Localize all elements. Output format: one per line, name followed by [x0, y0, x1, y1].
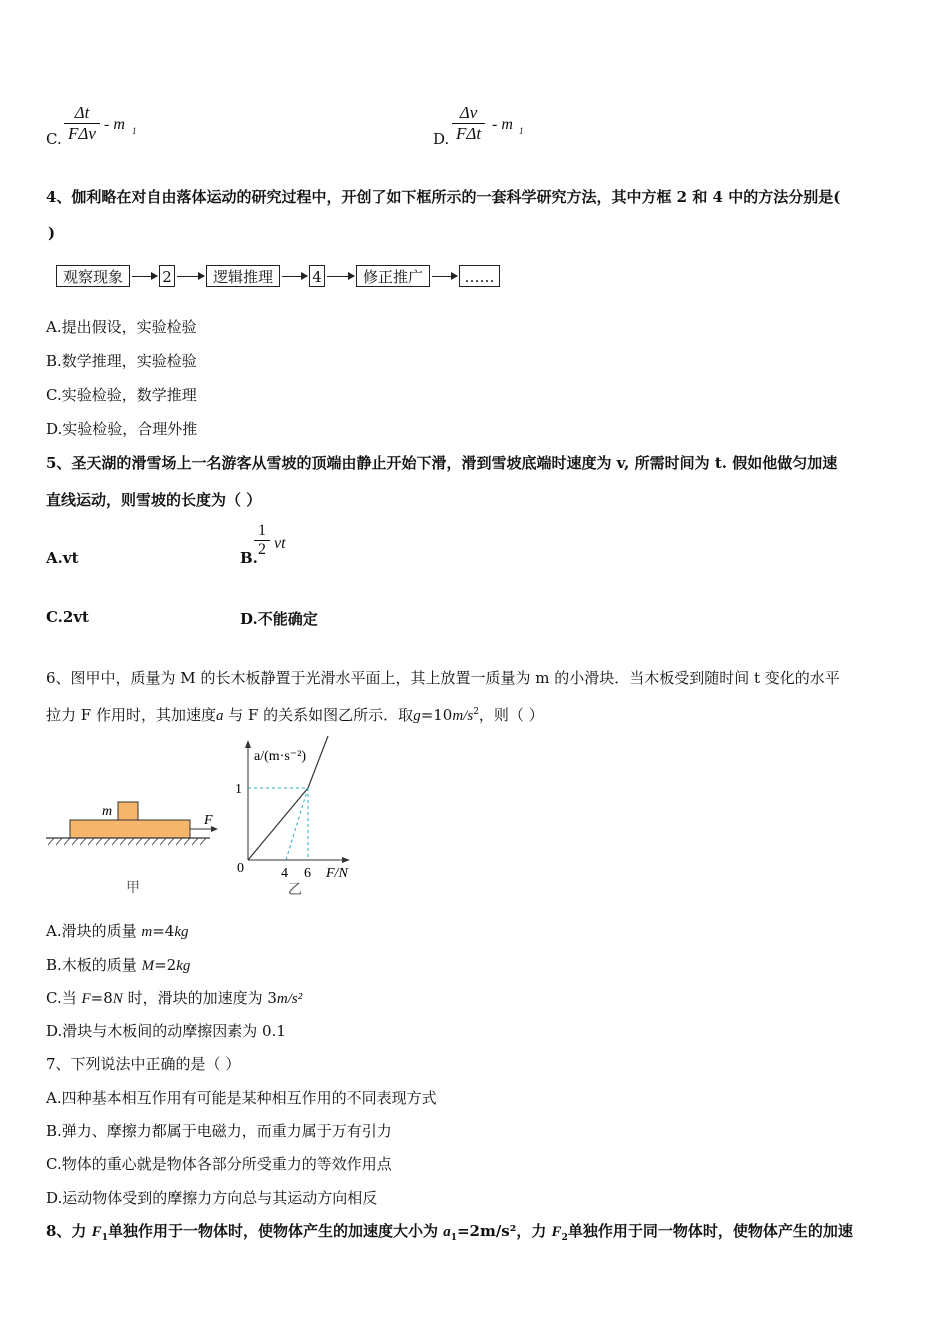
option-c: C.2vt	[46, 608, 89, 626]
long-board	[70, 820, 190, 838]
option-d: D.运动物体受到的摩擦力方向总与其运动方向相反	[46, 1189, 378, 1207]
subscript: 1	[519, 126, 524, 136]
origin-label: 0	[237, 861, 244, 876]
fraction-one-half	[254, 522, 270, 559]
option-a: A.滑块的质量 m=4kg	[46, 922, 189, 940]
flow-box-ellipsis: ……	[459, 265, 500, 287]
option-c: C.当 F=8N 时，滑块的加速度为 3m/s²	[46, 989, 303, 1007]
caption-yi: 乙	[288, 882, 302, 898]
unit: m/s	[452, 708, 474, 724]
numerator: 1	[258, 522, 266, 539]
question-stem-cont: 拉力 F 作用时，其加速度a 与 F 的关系如图乙所示．取$g=10m/s^2$，则（ ）	[46, 706, 544, 724]
question-stem: 4、伽利略在对自由落体运动的研究过程中，开创了如下框所示的一套科学研究方法，其中方框 2 和 4 中的方法分别是(	[46, 188, 841, 206]
question-stem: 5、圣天湖的滑雪场上一名游客从雪坡的顶端由静止开始下滑，滑到雪坡底端时速度为 v, 所需时间为 t. 假如他做匀加速	[46, 454, 838, 472]
denominator: FΔv	[64, 123, 100, 144]
x-axis-label: F/N	[326, 866, 348, 881]
small-block	[118, 802, 138, 820]
var-a: a	[215, 708, 224, 724]
option-d: D.不能确定	[240, 610, 318, 628]
option-label: D.	[433, 130, 450, 148]
label-m: m	[102, 804, 113, 819]
option-d: D.实验检验，合理外推	[46, 420, 198, 438]
stem-text: 拉力 F 作用时，其加速度	[46, 706, 216, 724]
option-b: B.木板的质量 M=2kg	[46, 956, 191, 974]
flow-arrow	[282, 276, 307, 277]
question-stem: 7、下列说法中正确的是（ ）	[46, 1055, 241, 1073]
figure-yi-graph	[228, 736, 368, 901]
label-f: F	[204, 813, 213, 828]
x-tick-4: 4	[281, 866, 288, 881]
fraction	[64, 103, 100, 144]
var-g: g	[413, 708, 421, 724]
fraction	[452, 103, 485, 144]
graph-line-segment-1	[248, 788, 308, 860]
method-flowchart	[56, 265, 516, 289]
flow-arrow	[432, 276, 457, 277]
graph-line-segment-2	[308, 736, 328, 788]
stem-text: 与 F 的关系如图乙所示．取	[228, 706, 414, 724]
flow-box-generalize: 修正推广	[356, 265, 430, 287]
flow-box-4: 4	[309, 265, 325, 287]
flow-box-reasoning: 逻辑推理	[206, 265, 280, 287]
question-stem-cont: 直线运动，则雪坡的长度为（ ）	[46, 491, 262, 509]
flow-arrow	[177, 276, 204, 277]
option-a: A.四种基本相互作用有可能是某种相互作用的不同表现方式	[46, 1089, 437, 1107]
option-d: D.滑块与木板间的动摩擦因素为 0.1	[46, 1022, 286, 1040]
option-b-term: vt	[274, 535, 286, 552]
y-tick-1: 1	[235, 782, 242, 797]
numerator: Δv	[459, 103, 478, 122]
question-stem: 6、图甲中，质量为 M 的长木板静置于光滑水平面上，其上放置一质量为 m 的小滑块．当木板受到随时间 t 变化的水平	[46, 669, 840, 687]
x-axis-arrow	[342, 857, 350, 863]
flow-arrow	[132, 276, 157, 277]
option-label: C.	[46, 130, 62, 148]
denominator: FΔt	[452, 123, 485, 144]
subscript: 1	[132, 126, 137, 136]
dashed-extension-line	[286, 788, 308, 860]
flow-arrow	[327, 276, 354, 277]
caption-jia: 甲	[126, 880, 140, 896]
option-a: A.提出假设，实验检验	[46, 318, 197, 336]
denominator: 2	[254, 540, 270, 559]
question-stem-cont: )	[48, 224, 56, 242]
option-c: C.物体的重心就是物体各部分所受重力的等效作用点	[46, 1155, 392, 1173]
option-a: A.vt	[46, 549, 79, 567]
option-b: B.数学推理，实验检验	[46, 352, 197, 370]
y-axis-arrow	[245, 740, 251, 748]
x-tick-6: 6	[304, 866, 311, 881]
option-b: B.弹力、摩擦力都属于电磁力，而重力属于万有引力	[46, 1122, 392, 1140]
option-c: C.实验检验，数学推理	[46, 386, 197, 404]
option-b-label: B.	[240, 549, 258, 567]
figure-jia	[40, 790, 230, 900]
flow-box-2: 2	[159, 265, 175, 287]
ground-hatch	[48, 838, 206, 845]
question-stem: 8、力 $F_1$单独作用于一物体时，使物体产生的加速度大小为 $a_1=2m/s^2$，力 $F_2$单独作用于同一物体时，使物体产生的加速	[46, 1222, 853, 1243]
stem-text: ，则（ ）	[478, 706, 544, 724]
tail-term: - m	[104, 116, 125, 133]
numerator: Δt	[74, 103, 90, 122]
tail-term: - m	[492, 116, 513, 133]
flow-box-observe: 观察现象	[56, 265, 130, 287]
y-axis-label: a/(m·s⁻²)	[254, 749, 307, 764]
stem-text: =10	[420, 706, 453, 724]
